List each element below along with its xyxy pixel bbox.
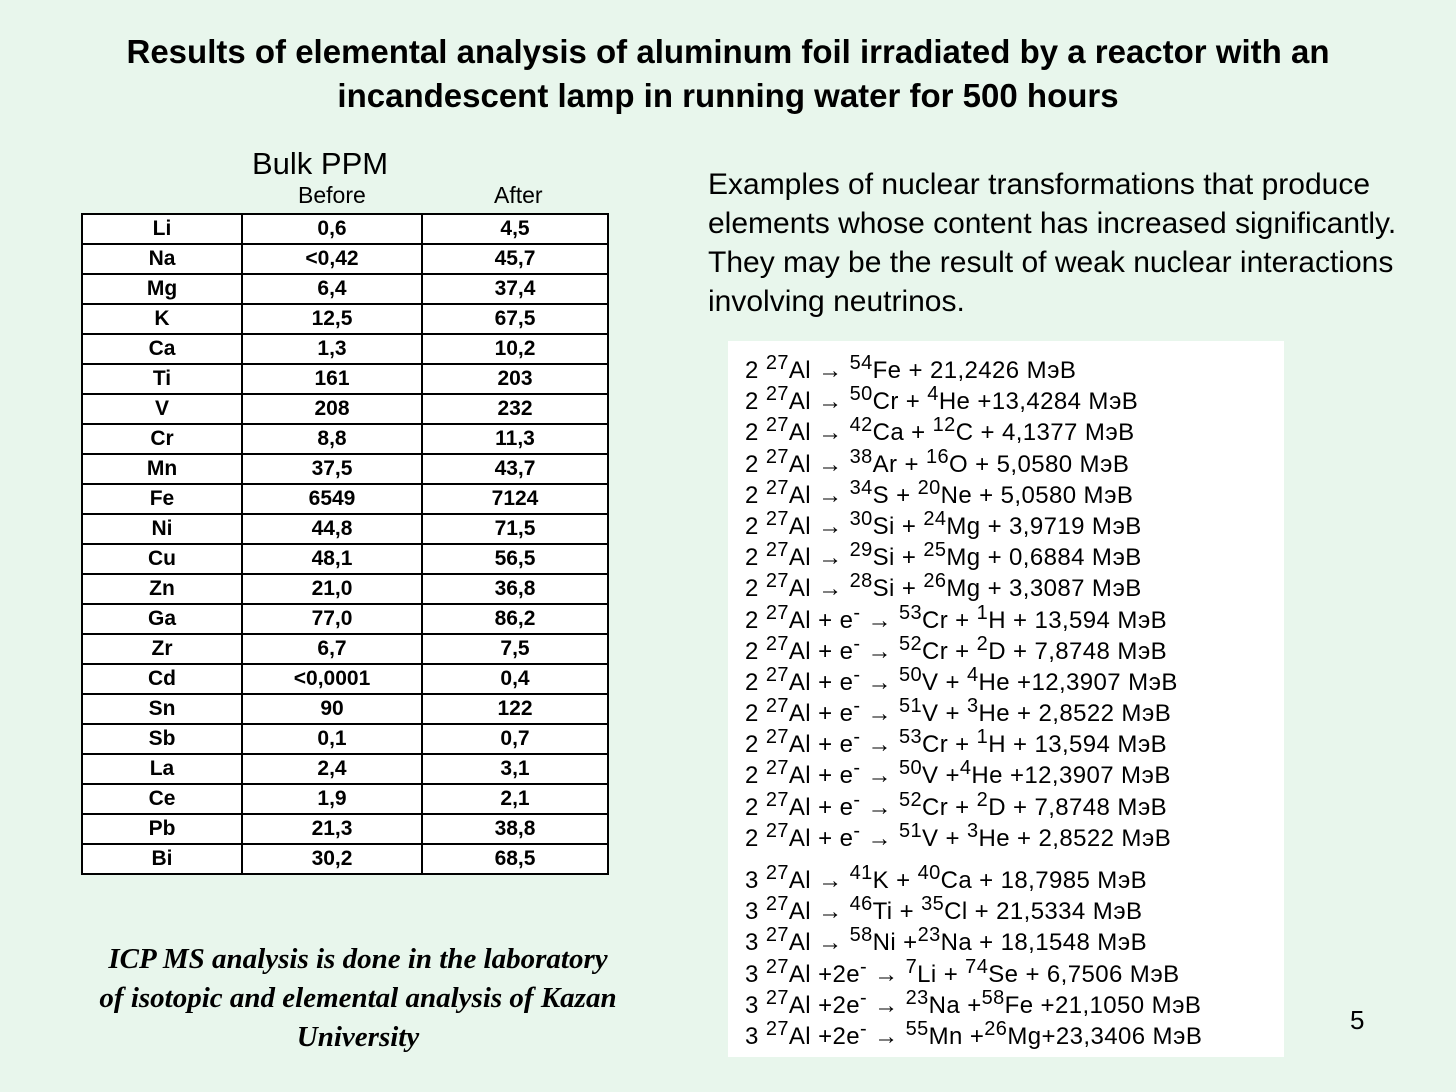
reaction-reactants: 2 $^{27}$Al + e- [745,663,861,696]
after-cell: 67,5 [422,304,608,334]
reaction-line [745,660,1284,696]
arrow-icon: → [867,991,906,1019]
reaction-reactants: 2 $^{27}$Al [745,445,812,478]
table-row [82,754,608,784]
reaction-products: $^{50}$V +$^4$He +12,3907 МэВ [898,757,1171,790]
reaction-line [745,889,1284,926]
description-text: Examples of nuclear transformations that produce elements whose content has increased significantly. They may be the result of weak nuclear interactions involving neutrinos. [708,168,1397,318]
reaction-reactants: 2 $^{27}$Al + e- [745,757,861,790]
element-cell: Bi [82,844,242,874]
table-row [82,304,608,334]
table-row [82,514,608,544]
arrow-icon: → [811,898,850,926]
reaction-reactants: 2 $^{27}$Al [745,352,812,384]
reaction-products: $^{50}$V + $^4$He +12,3907 МэВ [898,663,1178,696]
element-cell: Li [82,214,242,244]
reaction-products: $^{50}$Cr + $^4$He +13,4284 МэВ [849,383,1139,416]
reaction-reactants: 3 $^{27}$Al [745,924,812,957]
reaction-reactants: 2 $^{27}$Al + e- [745,788,861,821]
before-cell: <0,42 [242,244,422,274]
table-row [82,364,608,394]
element-cell: La [82,754,242,784]
before-cell: 77,0 [242,604,422,634]
reaction-products: $^{46}$Ti + $^{35}$Cl + 21,5334 МэВ [849,893,1143,926]
arrow-icon: → [811,512,850,540]
reaction-line [745,691,1284,728]
before-cell: 161 [242,364,422,394]
arrow-icon: → [860,762,899,790]
reaction-reactants: 2 $^{27}$Al [745,476,812,509]
arrow-icon: → [811,929,850,957]
arrow-icon: → [860,824,899,852]
reaction-line [745,473,1284,509]
before-cell: 0,1 [242,724,422,754]
reaction-list [728,341,1284,1057]
table-row [82,574,608,604]
after-cell: 71,5 [422,514,608,544]
reaction-reactants: 2 $^{27}$Al [745,414,812,447]
element-cell: Cd [82,664,242,694]
reaction-reactants: 2 $^{27}$Al + e- [745,695,861,728]
reaction-products: $^{53}$Cr + $^1$H + 13,594 МэВ [898,726,1168,759]
element-cell: Sn [82,694,242,724]
reaction-reactants: 3 $^{27}$Al +2e- [745,1017,868,1050]
reaction-line [745,379,1284,416]
reaction-line [745,858,1284,894]
arrow-icon: → [860,731,899,759]
table-label: Bulk PPM [252,146,389,181]
after-cell: 3,1 [422,754,608,784]
reaction-line [745,816,1284,852]
table-row [82,274,608,304]
table-row [82,544,608,574]
element-cell: K [82,304,242,334]
before-cell: 21,0 [242,574,422,604]
arrow-icon: → [811,481,850,509]
reaction-reactants: 3 $^{27}$Al [745,893,812,926]
table-row [82,664,608,694]
before-cell: 44,8 [242,514,422,544]
table-row [82,784,608,814]
arrow-icon: → [867,1022,906,1050]
after-cell: 10,2 [422,334,608,364]
reaction-products: $^{29}$Si + $^{25}$Mg + 0,6884 МэВ [849,539,1142,572]
reaction-line [745,983,1284,1019]
reaction-line [745,348,1284,384]
element-cell: Cr [82,424,242,454]
element-cell: Ga [82,604,242,634]
before-cell: 8,8 [242,424,422,454]
table-row [82,604,608,634]
arrow-icon: → [811,867,850,894]
before-cell: 208 [242,394,422,424]
reaction-reactants: 2 $^{27}$Al [745,570,812,603]
arrow-icon: → [860,793,899,821]
reaction-products: $^{53}$Cr + $^1$H + 13,594 МэВ [898,601,1168,634]
element-cell: Pb [82,814,242,844]
reaction-reactants: 2 $^{27}$Al [745,507,812,540]
before-cell: 48,1 [242,544,422,574]
reaction-line [745,722,1284,759]
ppm-table [81,213,609,875]
reaction-reactants: 2 $^{27}$Al [745,539,812,572]
after-cell: 0,7 [422,724,608,754]
arrow-icon: → [811,419,850,447]
reaction-products: $^{51}$V + $^3$He + 2,8522 МэВ [898,819,1172,852]
after-cell: 122 [422,694,608,724]
before-cell: 1,9 [242,784,422,814]
after-cell: 11,3 [422,424,608,454]
arrow-icon: → [860,668,899,696]
table-row [82,844,608,874]
reaction-products: $^{42}$Ca + $^{12}$C + 4,1377 МэВ [849,414,1135,447]
table-row [82,484,608,514]
reaction-line [745,442,1284,478]
reaction-line [745,535,1284,572]
arrow-icon: → [867,960,906,988]
before-cell: 37,5 [242,454,422,484]
after-cell: 2,1 [422,784,608,814]
reaction-reactants: 2 $^{27}$Al + e- [745,726,861,759]
table-row [82,694,608,724]
reaction-products: $^{34}$S + $^{20}$Ne + 5,0580 МэВ [849,476,1134,509]
after-cell: 45,7 [422,244,608,274]
before-cell: <0,0001 [242,664,422,694]
before-cell: 2,4 [242,754,422,784]
after-cell: 56,5 [422,544,608,574]
before-cell: 6,7 [242,634,422,664]
after-cell: 7124 [422,484,608,514]
after-cell: 37,4 [422,274,608,304]
after-cell: 232 [422,394,608,424]
element-cell: Mg [82,274,242,304]
arrow-icon: → [860,637,899,665]
arrow-icon: → [811,357,850,384]
after-cell: 68,5 [422,844,608,874]
element-cell: Ce [82,784,242,814]
reaction-products: $^{55}$Mn +$^{26}$Mg+23,3406 МэВ [905,1017,1203,1050]
table-row [82,634,608,664]
slide-title: Results of elemental analysis of aluminum foil irradiated by a reactor with an incandescent lamp in running water for 500 hours [126,33,1330,114]
reaction-products: $^{52}$Cr + $^2$D + 7,8748 МэВ [898,632,1168,665]
reaction-line [745,629,1284,665]
reaction-line [745,504,1284,540]
table-row [82,814,608,844]
reaction-reactants: 3 $^{27}$Al +2e- [745,986,868,1019]
reaction-reactants: 3 $^{27}$Al +2e- [745,955,868,988]
reaction-line [745,410,1284,447]
table-row [82,244,608,274]
reaction-products: $^{23}$Na +$^{58}$Fe +21,1050 МэВ [905,986,1202,1019]
column-header-after: After [494,182,543,208]
reaction-products: $^{52}$Cr + $^2$D + 7,8748 МэВ [898,788,1168,821]
table-row [82,424,608,454]
after-cell: 0,4 [422,664,608,694]
element-cell: Fe [82,484,242,514]
column-header-before: Before [298,182,366,208]
element-cell: Zn [82,574,242,604]
after-cell: 86,2 [422,604,608,634]
reaction-reactants: 2 $^{27}$Al [745,383,812,416]
element-cell: Sb [82,724,242,754]
element-cell: V [82,394,242,424]
before-cell: 21,3 [242,814,422,844]
reaction-line [745,566,1284,603]
reaction-line [745,598,1284,634]
arrow-icon: → [811,388,850,416]
reaction-products: $^{54}$Fe + 21,2426 МэВ [849,352,1077,384]
before-cell: 0,6 [242,214,422,244]
reaction-products: $^{30}$Si + $^{24}$Mg + 3,9719 МэВ [849,507,1142,540]
analysis-note: ICP MS analysis is done in the laboratory of isotopic and elemental analysis of Kazan University [99,943,617,1053]
reaction-reactants: 2 $^{27}$Al + e- [745,819,861,852]
reaction-products: $^{58}$Ni +$^{23}$Na + 18,1548 МэВ [849,924,1147,957]
reaction-products: $^{41}$K + $^{40}$Ca + 18,7985 МэВ [849,862,1147,894]
element-cell: Zr [82,634,242,664]
reaction-line [745,920,1284,957]
page-number: 5 [1350,1005,1365,1035]
before-cell: 90 [242,694,422,724]
arrow-icon: → [860,606,899,634]
reaction-reactants: 2 $^{27}$Al + e- [745,601,861,634]
reaction-line [745,1014,1284,1050]
reaction-products: $^{28}$Si + $^{26}$Mg + 3,3087 МэВ [849,570,1142,603]
reaction-line [745,753,1284,790]
element-cell: Cu [82,544,242,574]
after-cell: 4,5 [422,214,608,244]
after-cell: 7,5 [422,634,608,664]
after-cell: 38,8 [422,814,608,844]
after-cell: 43,7 [422,454,608,484]
reaction-reactants: 3 $^{27}$Al [745,862,812,894]
element-cell: Mn [82,454,242,484]
table-row [82,454,608,484]
table-row [82,334,608,364]
table-row [82,724,608,754]
table-row [82,214,608,244]
reaction-products: $^{51}$V + $^3$He + 2,8522 МэВ [898,695,1172,728]
table-row [82,394,608,424]
element-cell: Ni [82,514,242,544]
arrow-icon: → [811,544,850,572]
reaction-products: $^{38}$Ar + $^{16}$O + 5,0580 МэВ [849,445,1130,478]
after-cell: 36,8 [422,574,608,604]
element-cell: Ti [82,364,242,394]
before-cell: 12,5 [242,304,422,334]
reaction-products: $^7$Li + $^{74}$Se + 6,7506 МэВ [905,955,1180,988]
before-cell: 6,4 [242,274,422,304]
before-cell: 1,3 [242,334,422,364]
arrow-icon: → [860,700,899,728]
reaction-line [745,952,1284,988]
before-cell: 30,2 [242,844,422,874]
reaction-reactants: 2 $^{27}$Al + e- [745,632,861,665]
element-cell: Na [82,244,242,274]
before-cell: 6549 [242,484,422,514]
reaction-line [745,785,1284,821]
arrow-icon: → [811,450,850,478]
arrow-icon: → [811,575,850,603]
after-cell: 203 [422,364,608,394]
element-cell: Ca [82,334,242,364]
